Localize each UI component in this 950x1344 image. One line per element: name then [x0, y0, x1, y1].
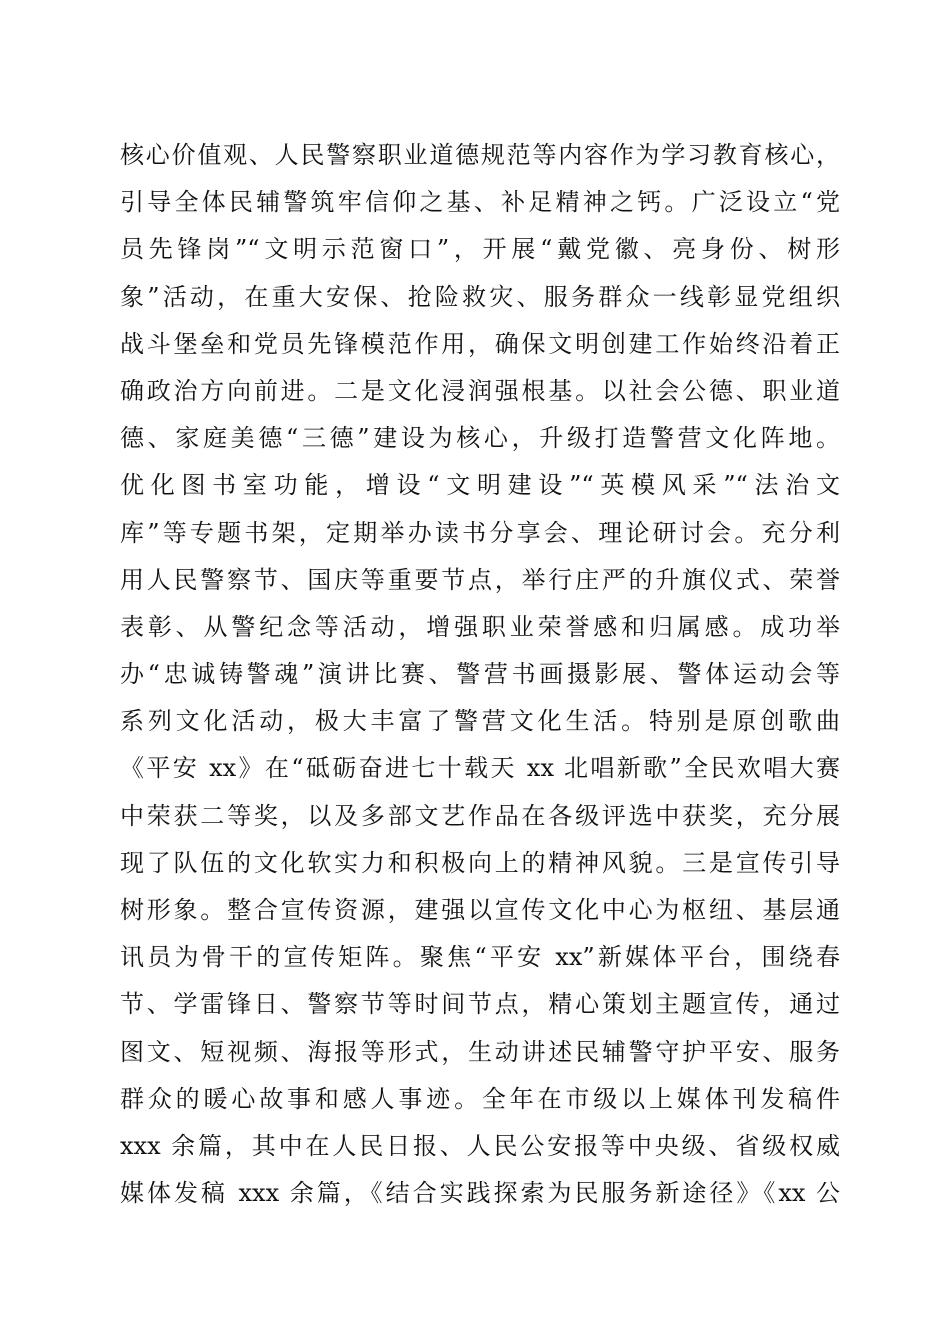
text-line: 现了队伍的文化软实力和积极向上的精神风貌。三是宣传引导 [120, 848, 840, 877]
body-paragraph [120, 132, 840, 1217]
text-line: xxx 余篇，其中在人民日报、人民公安报等中央级、省级权威 [120, 1131, 840, 1160]
text-line: 讯员为骨干的宣传矩阵。聚焦“平安 xx”新媒体平台，围绕春 [120, 943, 840, 972]
text-line: 战斗堡垒和党员先锋模范作用，确保文明创建工作始终沿着正 [120, 329, 840, 358]
text-line: 系列文化活动，极大丰富了警营文化生活。特别是原创歌曲 [120, 707, 840, 736]
text-line: 核心价值观、人民警察职业道德规范等内容作为学习教育核心， [120, 141, 840, 169]
text-line: 树形象。整合宣传资源，建强以宣传文化中心为枢纽、基层通 [120, 896, 840, 924]
text-line: 《平安 xx》在“砥砺奋进七十载天 xx 北唱新歌”全民欢唱大赛 [120, 754, 840, 783]
text-line: 中荣获二等奖，以及多部文艺作品在各级评选中获奖，充分展 [120, 801, 840, 830]
text-line: 用人民警察节、国庆等重要节点，举行庄严的升旗仪式、荣誉 [120, 565, 840, 594]
text-line: 引导全体民辅警筑牢信仰之基、补足精神之钙。广泛设立“党 [120, 188, 840, 217]
text-line: 德、家庭美德“三德”建设为核心，升级打造警营文化阵地。 [120, 424, 840, 453]
text-line: 员先锋岗”“文明示范窗口”，开展“戴党徽、亮身份、树形 [120, 235, 840, 264]
text-line: 表彰、从警纪念等活动，增强职业荣誉感和归属感。成功举 [120, 612, 840, 641]
text-line: 媒体发稿 xxx 余篇，《结合实践探索为民服务新途径》《xx 公 [120, 1179, 840, 1208]
text-line: 确政治方向前进。二是文化浸润强根基。以社会公德、职业道 [120, 376, 840, 405]
text-line: 图文、短视频、海报等形式，生动讲述民辅警守护平安、服务 [120, 1037, 840, 1066]
text-line: 库”等专题书架，定期举办读书分享会、理论研讨会。充分利 [120, 518, 840, 547]
text-line: 群众的暖心故事和感人事迹。全年在市级以上媒体刊发稿件 [120, 1084, 840, 1113]
text-line: 办“忠诚铸警魂”演讲比赛、警营书画摄影展、警体运动会等 [120, 660, 840, 689]
text-line: 象”活动，在重大安保、抢险救灾、服务群众一线彰显党组织 [120, 282, 840, 311]
text-line: 节、学雷锋日、警察节等时间节点，精心策划主题宣传，通过 [120, 990, 840, 1019]
text-line: 优化图书室功能，增设“文明建设”“英模风采”“法治文 [120, 471, 840, 500]
